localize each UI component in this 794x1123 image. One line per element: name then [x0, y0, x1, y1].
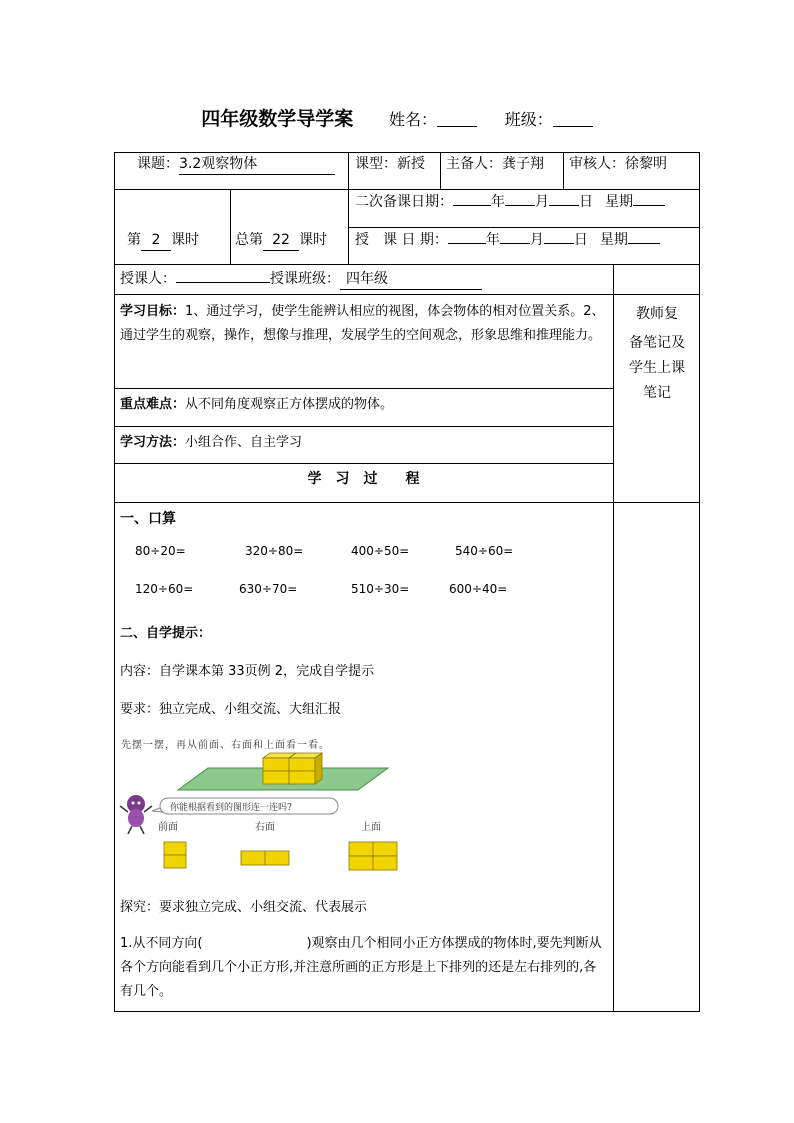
teacher-row	[120, 269, 482, 290]
key-points	[120, 393, 608, 417]
total-suffix: 课时	[299, 232, 327, 248]
section2-requirement: 要求：独立完成、小组交流、大组汇报	[120, 702, 342, 717]
view-label-front: 前面	[158, 822, 178, 833]
side-note-line: 教师复	[636, 306, 678, 322]
month-blank-2[interactable]	[500, 243, 530, 244]
side-note	[614, 302, 700, 406]
methods-text: 小组合作、自主学习	[185, 435, 303, 450]
learning-methods	[120, 431, 608, 455]
calc-item: 320÷80=	[245, 544, 304, 558]
name-label: 姓名：	[388, 110, 437, 129]
cube-front	[289, 758, 315, 771]
right-view	[265, 851, 289, 865]
methods-label: 学习方法：	[120, 435, 186, 450]
year-label-2: 年	[485, 232, 500, 248]
calc-item: 630÷70=	[239, 582, 298, 596]
year-blank[interactable]	[453, 205, 491, 206]
top-view	[349, 856, 373, 870]
class-blank[interactable]	[553, 112, 593, 127]
teacher-blank[interactable]	[176, 282, 270, 283]
top-view	[349, 842, 373, 856]
calc-item: 510÷30=	[351, 582, 410, 596]
goals-text: 1、通过学习，使学生能辨认相应的视图，体会物体的相对位置关系。2、通过学生的观察，操作，想像与推理，发展学生的空间观念，形象思维和推理能力。	[120, 304, 605, 343]
day-blank[interactable]	[549, 205, 579, 206]
front-view	[164, 855, 186, 868]
lesson-prefix: 第	[127, 232, 141, 248]
cube-front	[289, 771, 315, 784]
calc-item: 120÷60=	[135, 582, 194, 596]
side-note-line: 备笔记及	[629, 335, 685, 351]
reviewer: 审核人：徐黎明	[569, 156, 667, 172]
teach-class-value: 四年级	[340, 269, 482, 290]
lesson-type: 课型：新授	[355, 156, 425, 172]
learning-goals	[120, 300, 608, 348]
right-view	[241, 851, 265, 865]
lesson-no: 2	[141, 230, 171, 251]
view-label-right: 右面	[255, 822, 275, 833]
side-note-line: 学生上课	[629, 360, 685, 376]
second-prep-date	[355, 192, 665, 212]
month-label: 月	[535, 194, 549, 210]
month-blank[interactable]	[505, 205, 535, 206]
calc-item: 540÷60=	[455, 544, 514, 558]
week-blank[interactable]	[633, 205, 665, 206]
year-label: 年	[491, 194, 505, 210]
total-prefix: 总第	[235, 232, 263, 248]
teach-class-label: 授课班级：	[270, 271, 340, 287]
figure-instruction: 先摆一摆，再从前面、右面和上面看一看。	[121, 740, 330, 751]
cube-front	[263, 771, 289, 784]
week-blank-2[interactable]	[628, 243, 660, 244]
name-blank[interactable]	[437, 112, 477, 127]
lesson-suffix: 课时	[171, 232, 199, 248]
week-label: 星期	[605, 194, 633, 210]
goals-label: 学习目标：	[120, 304, 186, 319]
calc-item: 80÷20=	[135, 544, 186, 558]
class-label: 班级：	[504, 110, 553, 129]
side-note-line: 笔记	[643, 385, 671, 401]
title-line	[0, 104, 794, 131]
topic-value: 3.2观察物体	[179, 154, 335, 175]
keypoints-text: 从不同角度观察正方体摆成的物体。	[185, 397, 394, 412]
page-title: 四年级数学导学案	[201, 108, 354, 130]
second-prep-label: 二次备课日期：	[355, 194, 453, 210]
view-label-top: 上面	[361, 822, 381, 833]
keypoints-label: 重点难点：	[120, 397, 186, 412]
explore-text: 探究：要求独立完成、小组交流、代表展示	[120, 900, 368, 915]
total-number	[235, 230, 327, 251]
topic-cell	[137, 154, 335, 175]
calc-item: 600÷40=	[449, 582, 508, 596]
process-title: 学 习 过 程	[307, 471, 420, 487]
total-no: 22	[263, 230, 299, 251]
topic-label: 课题：	[137, 156, 179, 172]
calc-item: 400÷50=	[351, 544, 410, 558]
day-label: 日	[579, 194, 593, 210]
section2-title: 二、自学提示：	[120, 626, 212, 641]
front-view	[164, 842, 186, 855]
top-view	[373, 842, 397, 856]
teach-date-label: 授 课 日 期：	[355, 232, 448, 248]
lesson-number	[127, 230, 199, 251]
teach-date	[355, 230, 660, 250]
section2-content: 内容：自学课本第 33页例 2，完成自学提示	[120, 664, 375, 679]
year-blank-2[interactable]	[448, 243, 486, 244]
teacher-label: 授课人：	[120, 271, 176, 287]
character-body	[128, 809, 144, 827]
day-label-2: 日	[573, 232, 588, 248]
week-label-2: 星期	[599, 232, 628, 248]
day-blank-2[interactable]	[544, 243, 574, 244]
point-1: 1.从不同方向( )观察由几个相同小正方体摆成的物体时,要先判断从各个方向能看到几个小正方形,并注意所画的正方形是上下排列的还是左右排列的,各有几个。	[120, 936, 602, 999]
top-view	[373, 856, 397, 870]
section1-title: 一、口算	[120, 511, 176, 527]
cube-front	[263, 758, 289, 771]
month-label-2: 月	[529, 232, 544, 248]
figure-question: 你能根据看到的图形连一连吗?	[170, 803, 292, 813]
cube-side	[315, 753, 322, 784]
preparer: 主备人：龚子翔	[446, 156, 544, 172]
